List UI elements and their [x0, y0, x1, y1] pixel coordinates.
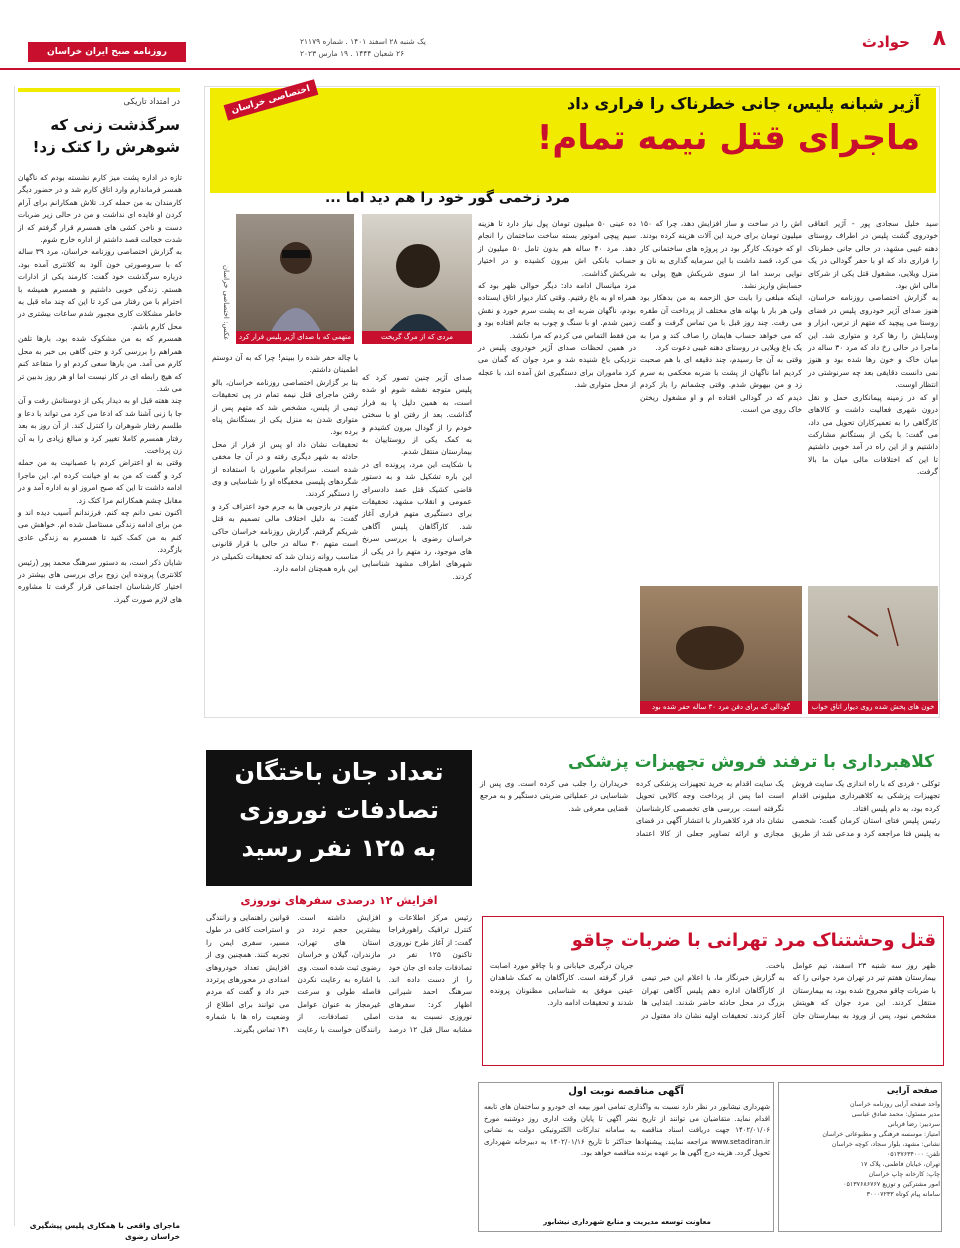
imprint-body: واحد صفحه آرایی روزنامه خراسان مدیر مسئول: محمد صادق عباسی سردبیر: رضا قربانی امتیاز: موسسه فرهنگی و مطبوعاتی خراسان نشانی: مشهد، بلوار سجاد، کوچه خراسان تلفن: ۰۵۱۳۷۶۳۴۰۰۰ تهران، خیابان فاطمی، پلاک ۱۷ چاپ: کارخانه چاپ خراسان امور مشترکین و توزیع ۰۵۱۳۷۶۸۶۷۶۷ سامانه پیام کوتاه ۳۰۰۰۷۲۳۳ [822, 1101, 940, 1198]
left-column-footer: ماجرای واقعی با همکاری پلیس پیشگیری خراسان رضوی [29, 1221, 180, 1241]
bloodstain-photo [808, 586, 938, 714]
feature-col-4: صدای آژیر چنین تصور کرد که پلیس متوجه نقشه شوم او شده است، به همین دلیل پا به فرار گذاشت. بعد از رفتن او با سختی خودم را از گودال بیرون کشیدم و به کمک یکی از روستاییان به بیمارستان منتقل شدم. با شکایت این مرد، پرونده ای در این باره تشکیل شد و به دستور قاضی کشیک قتل عمد دادسرای عمومی و انقلاب مشهد، تحقیقات برای دستگیری متهم فراری آغاز شد. کارآگاهان پلیس آگاهی خراسان رضوی با بررسی سرنخ های موجود، رد متهم را در یکی از شهرهای اطراف مشهد شناسایی کردند. [362, 373, 472, 581]
knife-body: ظهر روز سه شنبه ۲۳ اسفند، تیم عوامل بیمارستان هفتم تیر در تهران مرد جوانی را که با ضربات چاقو مجروح شده بود، به بیمارستان منتقل کردند. این مرد جوان که هویتش مشخص نبود، پس از ورود به بیمارستان جان باخت. به گزارش خبرنگار ما، با اعلام این خبر تیمی از کارآگاهان اداره دهم پلیس آگاهی تهران بزرگ در محل حادثه حاضر شدند. ابتدایی ها آغاز کردند. تحقیقات اولیه نشان داد مقتول در جریان درگیری خیابانی و با چاقو مورد اصابت قرار گرفته است. کارآگاهان به کمک شاهدان عینی موفق به شناسایی مظنونان پرونده شدند و تحقیقات ادامه دارد. [490, 961, 936, 1020]
page-number: ۸ [932, 26, 946, 51]
casualties-title-line1: تعداد جان باختگان [234, 758, 444, 786]
casualties-body: رئیس مرکز اطلاعات و کنترل ترافیک راهورفراجا گفت: از آغاز طرح نوروزی تاکنون ۱۲۵ نفر در تصادفات جاده ای جان خود را از دست داده اند. سرهنگ احمد شیرانی اظهار کرد: سفرهای نوروزی نسبت به مدت مشابه سال قبل ۱۲ درصد افزایش داشته است. بیشترین حجم تردد در استان های تهران، مازندران، گیلان و خراسان رضوی ثبت شده است. وی با اشاره به رعایت نکردن فاصله طولی و سرعت غیرمجاز به عنوان عوامل اصلی تصادفات، از رانندگان خواست با رعایت قوانین راهنمایی و رانندگی و استراحت کافی در طول مسیر، سفری ایمن را تجربه کنند. همچنین وی از افزایش تعداد خودروهای امدادی در محورهای پرتردد خبر داد و گفت که مردم می توانند برای اطلاع از وضعیت راه ها با شماره ۱۴۱ تماس بگیرند. [203, 913, 472, 1034]
feature-col-2: اش را در ساخت و ساز افزایش دهد، چرا که ۱۵۰ میلیون تومان برای خرید این آلات هزینه کرده بودند. او که خودیک کارگر بود در پروژه های ساختمانی کار می کرد، قصد داشت با این سرمایه گذاری به نان و نوایی برسد اما از سوی شریکش هیچ پولی به حسابش واریز نشد. اینکه مبلغی را بابت حق الزحمه به من بدهکار بود ولی هر بار با بهانه های مختلف از پرداخت آن طفره می رفت. چند روز قبل با من تماس گرفت و گفت که می خواهد حساب هایمان را صاف کند و مرا به یک باغ ویلایی در روستای دهنه غیبی دعوت کرد. وقتی به آن جا رسیدم، چند دقیقه ای با هم صحبت کردیم اما ناگهان از پشت با ضربه محکمی به سرم زد و من بیهوش شدم. وقتی چشمانم را باز کردم دیدم که در گودالی افتاده ام و او مشغول ریختن خاک روی من است. [640, 219, 802, 415]
photo-credit: عکس: اختصاصی خراسان [222, 264, 230, 340]
casualties-title-line3: به ۱۲۵ نفر رسید [241, 834, 437, 862]
feature-kicker: آژیر شبانه پلیس، جانی خطرناک را فراری داد [567, 94, 920, 113]
bloodstain-marks [808, 586, 938, 714]
exclusive-badge: اختصاصی خراسان [224, 79, 318, 120]
bloodstain-caption: خون های پخش شده روی دیوار اتاق خواب [808, 701, 938, 714]
feature-col-5: با چاله حفر شده را ببینم! چرا که به آن دوستم اطمینان داشتم. بنا بر گزارش اختصاصی روزنامه خراسان، بالو رفتن ماجرای قتل نیمه تمام در پی تحقیقات تیمی از پلیس، مشخص شد که متهم پس از متواری شدن به منزل یکی از بستگانش پناه برده بود. تحقیقات نشان داد او پس از فرار از محل حادثه به شهر دیگری رفته و در آن جا مخفی شده است. سرانجام ماموران با استفاده از شگردهای پلیسی مخفیگاه او را شناسایی و وی را دستگیر کردند. متهم در بازجویی ها به جرم خود اعتراف کرد و گفت: به دلیل اختلاف مالی تصمیم به قتل شریکم گرفتم. گزارش روزنامه خراسان حاکی است متهم ۳۰ ساله در حالی با قرار قانونی مناسب روانه زندان شد که تحقیقات تکمیلی در این باره همچنان ادامه دارد. [212, 353, 358, 573]
header-divider [0, 68, 960, 70]
casualties-subtitle: افزایش ۱۲ درصدی سفرهای نوروزی [240, 894, 438, 907]
grave-photo [640, 586, 802, 714]
fraud-body: توکلی - فردی که با راه اندازی یک سایت فروش تجهیزات پزشکی به کلاهبرداری میلیونی اقدام کرده بود، به دام پلیس افتاد. رئیس پلیس فتای استان کرمان گفت: شخصی به پلیس فتا مراجعه کرد و مدعی شد از طریق یک سایت اقدام به خرید تجهیزات پزشکی کرده است اما پس از پرداخت وجه کالایی تحویل نگرفته است. بررسی های تخصصی کارشناسان نشان داد فرد کلاهبردار با انتشار آگهی در فضای مجازی و ارائه تصاویر جعلی از کالا اعتماد خریداران را جلب می کرده است. وی پس از شناسایی در عملیاتی ضربتی دستگیر و به مرجع قضایی معرفی شد. [480, 779, 940, 838]
feature-title: ماجرای قتل نیمه تمام! [536, 118, 920, 158]
brand-banner: روزنامه صبح ایران خراسان [28, 42, 186, 62]
tender-title: آگهی مناقصه نوبت اول [568, 1086, 684, 1097]
suspect-photo [236, 214, 354, 344]
issue-date-secondary: ۲۶ شعبان ۱۴۴۴ . ۱۹ مارس ۲۰۲۳ [300, 49, 405, 58]
fraud-title: کلاهبرداری با ترفند فروش تجهیزات پزشکی [568, 752, 934, 772]
casualties-title-line2: تصادفات نوروزی [239, 796, 439, 824]
grave-caption: گودالی که برای دفن مرد ۳۰ ساله حفر شده بود [640, 701, 802, 714]
feature-subtitle: مرد زخمی گور خود را هم دید اما ... [324, 190, 570, 206]
grave-hole [640, 586, 802, 714]
issue-date: یک شنبه ۲۸ اسفند ۱۴۰۱ . شماره ۲۱۱۷۹ [300, 37, 426, 46]
victim-photo [362, 214, 472, 344]
suspect-caption: متهمی که با صدای آژیر پلیس فرار کرد [236, 331, 354, 344]
left-column-top-bar [18, 88, 180, 92]
victim-caption: مردی که از مرگ گریخت [362, 331, 472, 344]
left-column-kicker: در امتداد تاریکی [123, 97, 180, 107]
section-title: حوادث [861, 33, 910, 51]
left-column-title: سرگذشت زنی که شوهرش را کتک زد! [32, 116, 180, 156]
victim-figure [362, 214, 472, 344]
feature-col-1: سید خلیل سجادی پور - آژیر اتفاقی خودروی گشت پلیس در اطراف روستای دهنه غیبی مشهد، در حالی جانی خطرناک را فراری داد که او با حفر گودالی در یک منزل ویلایی، مشغول قتل یکی از شرکای مالی اش بود. به گزارش اختصاصی روزنامه خراسان، هنوز صدای آژیر خودروی پلیس در فضای روستا می پیچید که متهم از ترس، ابزار و وسایلش را رها کرد و متواری شد. این ماجرا در حالی رخ داد که مرد ۳۰ ساله در میان خاک و خون رها شده بود و هنوز نمی دانست دقایقی بعد چه سرنوشتی در انتظار اوست. او که در زمینه پیمانکاری حمل و نقل درون شهری فعالیت داشت و کالاهای کارگاهی را به تعمیرکاران تحویل می داد، می گفت: با یکی از بستگانم مشارکت داشتیم و از این راه در آمد خوبی داشتیم تا این که اختلافات مالی میان ما بالا گرفت. [808, 219, 938, 477]
suspect-figure [236, 214, 354, 344]
tender-footer: معاونت توسعه مدیریت و منابع شهرداری نیشابور [543, 1218, 711, 1226]
knife-title: قتل وحشتناک مرد تهرانی با ضربات چاقو [571, 930, 936, 951]
tender-body: شهرداری نیشابور در نظر دارد نسبت به واگذاری تمامی امور بیمه ای خودرو و ساختمان های تابعه اقدام نماید. متقاضیان می توانند از تاریخ نشر آگهی تا پایان وقت اداری روز دوشنبه مورخ ۱۴۰۲/۰۱/۰۶ جهت دریافت اسناد مناقصه به سامانه تدارکات الکترونیکی دولت به نشانی www.setadiran.ir مراجعه نمایند. پیشنهادها حداکثر تا تاریخ ۱۴۰۲/۰۱/۱۶ به دبیرخانه شهرداری تحویل گردد. هزینه درج آگهی ها بر عهده برنده مناقصه خواهد بود. [481, 1103, 770, 1158]
imprint-title: صفحه آرایی [886, 1086, 938, 1096]
feature-col-3: ده عینی ۵۰ میلیون تومان پول نیاز دارد تا هزینه سیم پیچی اموتور بسته ساخت ساختمان را انجام دهد. مرد ۴۰ ساله هم بدون تامل ۵۰ میلیون از حساب بانکی اش بیرون کشیده و در اختیار شریکش گذاشت. مرد میانسال ادامه داد: دیگر حوالی ظهر بود که همراه او به باغ رفتیم. وقتی کنار دیوار اتاق ایستاده بودم، ناگهان ضربه ای به پشت سرم خورد و نقش زمین شدم. او با سنگ و چوب به جانم افتاده بود و من فقط التماس می کردم که مرا نکشد. در همین لحظات صدای آژیر خودروی پلیس در نزدیکی باغ شنیده شد و مرد جوان که گمان می کرد ماموران برای دستگیری اش آمده اند، با عجله از محل متواری شد. [478, 219, 636, 390]
left-column-body: تازه در اداره پشت میز کارم نشسته بودم که ناگهان همسر فرماندارم وارد اتاق کارم شد و در حضور دیگر کارمندان به من حمله کرد. تلاش همکارانم برای آرام کردن او فایده ای نداشت و من در حالی زیر ضربات دست و ناخن کشی های همسرم قرار گرفتم که از شدت خجالت قصد داشتم از اداره خارج شوم. به گزارش اختصاصی روزنامه خراسان، مرد ۳۹ ساله که با سروصورتی خون آلود به کلانتری آمده بود، درباره سرگذشت خود گفت: کارمند یکی از ادارات هستم. زندگی خوبی داشتیم و همسرم همیشه با احترام با من رفتار می کرد تا این که چند ماه قبل به خاطر مشکلات کاری مجبور شدم ساعات بیشتری در محل کارم باشم. همسرم که به من مشکوک شده بود، بارها تلفن همراهم را بررسی کرد و حتی گاهی بی خبر به محل کارم می آمد. من بارها سعی کردم او را متقاعد کنم که هیچ رابطه ای در کار نیست اما او هر روز بدبین تر می شد. چند هفته قبل او به دیدار یکی از دوستانش رفت و آن جا با زنی آشنا شد که ادعا می کرد می تواند با دعا و طلسم رفتار شوهران را کنترل کند. از آن روز به بعد رفتار همسرم کاملا تغییر کرد و مبالغ زیادی را به آن زن پرداخت. وقتی به او اعتراض کردم با عصبانیت به من حمله کرد و گفت که من به او خیانت کرده ام. این ماجرا ادامه داشت تا این که صبح امروز او به اداره آمد و در مقابل چشم همکارانم مرا کتک زد. اکنون نمی دانم چه کنم. فرزندانم آسیب دیده اند و من برای ادامه زندگی مستاصل شده ام. خواهش می کنم به من کمک کنید تا همسرم به زندگی عادی بازگردد. شایان ذکر است، به دستور سرهنگ محمد پور (رئیس کلانتری) پرونده این زوج برای بررسی های بیشتر در اختیار کارشناسان اجتماعی قرار گرفت تا مشاوره های لازم صورت گیرد. [18, 173, 182, 604]
